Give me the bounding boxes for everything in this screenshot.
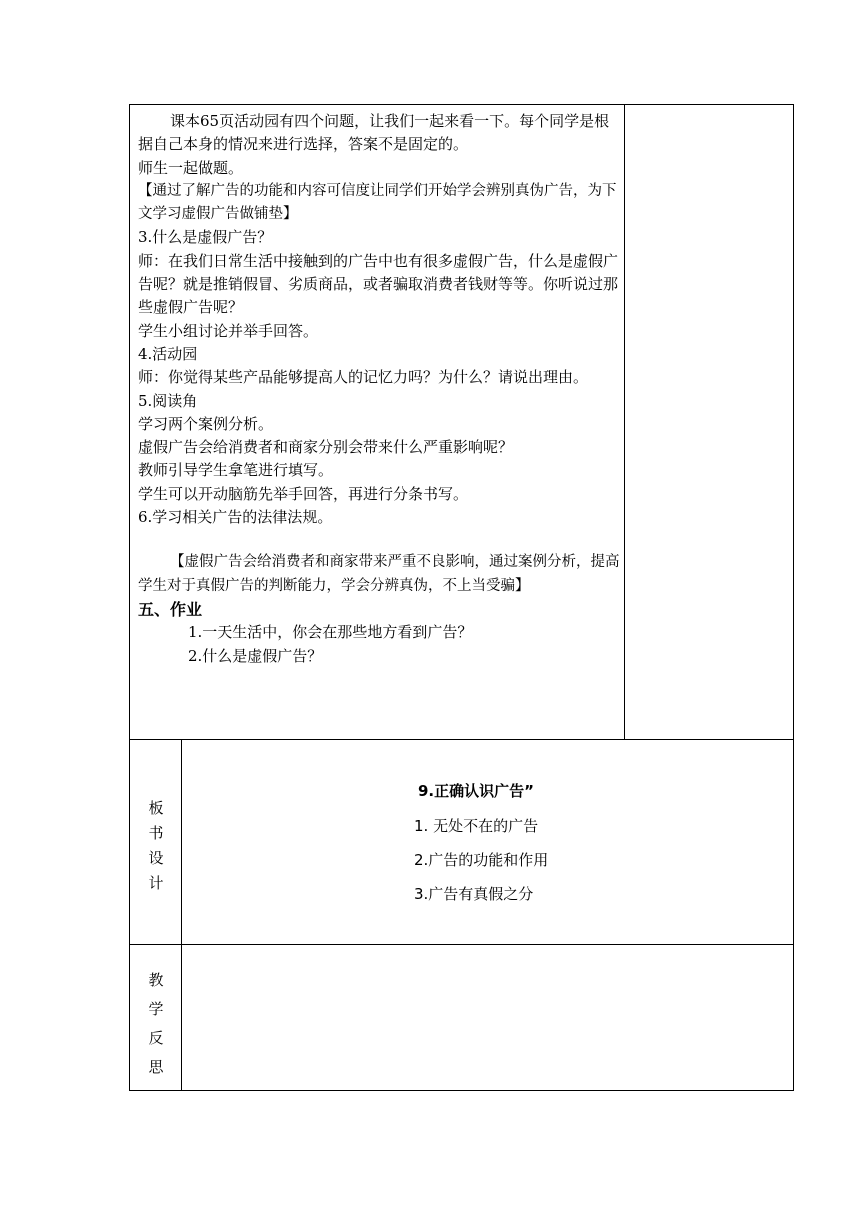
board-title: 9.正确认识广告” — [418, 782, 534, 800]
annotation-note: 【通过了解广告的功能和内容可信度让同学们开始学会辨别真伪广告，为下文学习虚假广告做铺垫】 — [138, 182, 617, 223]
homework-heading: 五、作业 — [138, 599, 203, 619]
table-border-top — [129, 104, 794, 105]
column-divider-labels — [181, 739, 182, 1091]
homework-item: 2.什么是虚假广告？ — [188, 646, 323, 665]
section-heading: 5.阅读角 — [138, 391, 198, 410]
paragraph: 学生小组讨论并举手回答。 — [138, 321, 319, 340]
board-item: 3.广告有真假之分 — [414, 885, 534, 903]
paragraph: 教师引导学生拿笔进行填写。 — [138, 461, 334, 480]
paragraph: 学习两个案例分析。 — [138, 414, 274, 433]
paragraph: 师：你觉得某些产品能够提高人的记忆力吗？为什么？请说出理由。 — [138, 368, 589, 387]
row-divider-2 — [129, 944, 794, 945]
paragraph: 课本65页活动园有四个问题，让我们一起来看一下。每个同学是根据自己本身的情况来进行选择，答案不是固定的。 — [138, 112, 610, 154]
paragraph: 虚假广告会给消费者和商家分别会带来什么严重影响呢？ — [138, 438, 514, 457]
row-divider-1 — [129, 739, 794, 740]
table-border-bottom — [129, 1090, 794, 1091]
board-design-label: 板 书 设 计 — [148, 799, 164, 892]
table-border-right — [793, 104, 794, 1091]
annotation-note: 【虚假广告会给消费者和商家带来严重不良影响，通过案例分析，提高学生对于真假广告的判断能力，学会分辨真伪，不上当受骗】 — [138, 554, 620, 594]
reflection-label: 教 学 反 思 — [148, 971, 164, 1076]
table-border-left — [129, 104, 130, 1091]
paragraph: 师：在我们日常生活中接触到的广告中也有很多虚假广告，什么是虚假广告呢？就是推销假冒、劣质商品，或者骗取消费者钱财等等。你听说过那些虚假广告呢？ — [138, 251, 619, 317]
section-heading: 4.活动园 — [138, 344, 198, 363]
board-item: 2.广告的功能和作用 — [414, 851, 549, 869]
paragraph: 学生可以开动脑筋先举手回答，再进行分条书写。 — [138, 484, 469, 503]
section-heading: 6.学习相关广告的法律法规。 — [138, 508, 333, 527]
lesson-body — [138, 110, 620, 668]
column-divider-notes — [624, 104, 625, 740]
section-heading: 3.什么是虚假广告？ — [138, 228, 273, 247]
homework-item: 1.一天生活中，你会在那些地方看到广告？ — [188, 623, 473, 642]
paragraph: 师生一起做题。 — [138, 158, 244, 177]
board-item: 1. 无处不在的广告 — [414, 817, 539, 835]
